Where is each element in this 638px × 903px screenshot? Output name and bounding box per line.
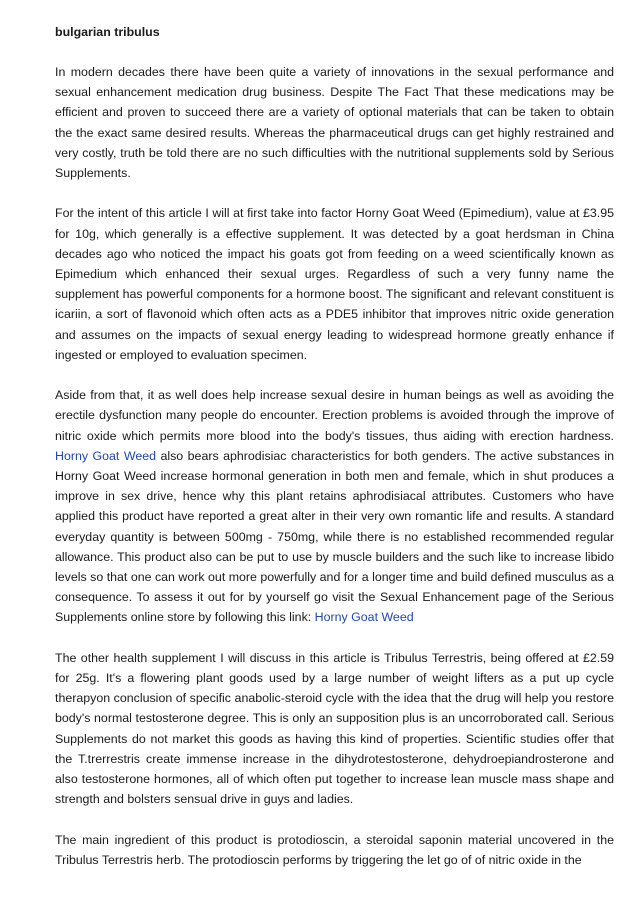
paragraph-protodioscin: The main ingredient of this product is protodioscin, a steroidal saponin material uncovered in the Tribulus Terrestris herb. The protodioscin performs by triggering the let go of of nitric oxide in the bbox=[55, 832, 614, 867]
paragraph-tribulus: The other health supplement I will discuss in this article is Tribulus Terrestris, being offered at £2.59 for 25g. It's a flowering plant goods used by a large number of weight lifters as a put up cycle therapyon conclusion of specific anabolic-steroid cycle with the idea that the drug will help you restore body's normal testosterone degree. This is only an supposition plus is an uncorroborated call. Serious Supplements do not market this goods as having this kind of properties. Scientific studies offer that the T.trerrestris create immense increase in the dihydrotestosterone, dehydroepiandrosterone and also testosterone hormones, all of which often put together to increase lean muscle mass shape and strength and bolsters sensual drive in guys and ladies. bbox=[55, 650, 614, 807]
paragraph-benefits bbox=[55, 385, 614, 627]
paragraph-intro: In modern decades there have been quite a variety of innovations in the sexual performance and sexual enhancement medication drug business. Despite The Fact That these medications may be efficient and proven to succeed there are a variety of optional materials that can be taken to obtain the the exact same desired results. Whereas the pharmaceutical drugs can get highly restrained and very costly, truth be told there are no such difficulties with the nutritional supplements sold by Serious Supplements. bbox=[55, 65, 614, 181]
document-page bbox=[55, 22, 614, 890]
paragraph-text: also bears aphrodisiac characteristics for both genders. The active substances in Horny Goat Weed increase hormonal generation in both men and female, which in shut produces a improve in sex drive, hence why this plant retains aphrodisiacal attributes. Customers who have applied this product have reported a great alter in their very own romantic life and results. A standard everyday quantity is between 500mg - 750mg, while there is no established recommended regular allowance. This product also can be put to use by muscle builders and the such like to increase libido levels so that one can work out more powerfully and for a longer time and build defined musculus as a consequence. To assess it out for by yourself go visit the Sexual Enhancement page of the Serious Supplements online store by following this link: bbox=[55, 448, 614, 625]
document-title: bulgarian tribulus bbox=[55, 25, 160, 39]
horny-goat-weed-link[interactable]: Horny Goat Weed bbox=[55, 448, 156, 463]
horny-goat-weed-store-link[interactable]: Horny Goat Weed bbox=[314, 610, 414, 625]
paragraph-text: Aside from that, it as well does help increase sexual desire in human beings as well as avoiding the erectile dysfunction many people do encounter. Erection problems is avoided through the improve of nitric oxide which permits more blood into the body's tissues, thus aiding with erection hardness. bbox=[55, 388, 614, 443]
paragraph-horny-goat-weed: For the intent of this article I will at first take into factor Horny Goat Weed (Epimedium), value at £3.95 for 10g, which generally is a effective supplement. It was detected by a goat herdsman in China decades ago who noticed the impact his goats got from feeding on a weed scientifically known as Epimedium which enhanced their sexual urges. Regardless of such a very funny name the supplement has powerful components for a hormone boost. The significant and relevant constituent is icariin, a sort of flavonoid which often acts as a PDE5 inhibitor that improves nitric oxide generation and assumes on the impacts of sexual energy leading to widespread hormone greatly enhance if ingested or employed to evaluation specimen. bbox=[55, 206, 614, 362]
